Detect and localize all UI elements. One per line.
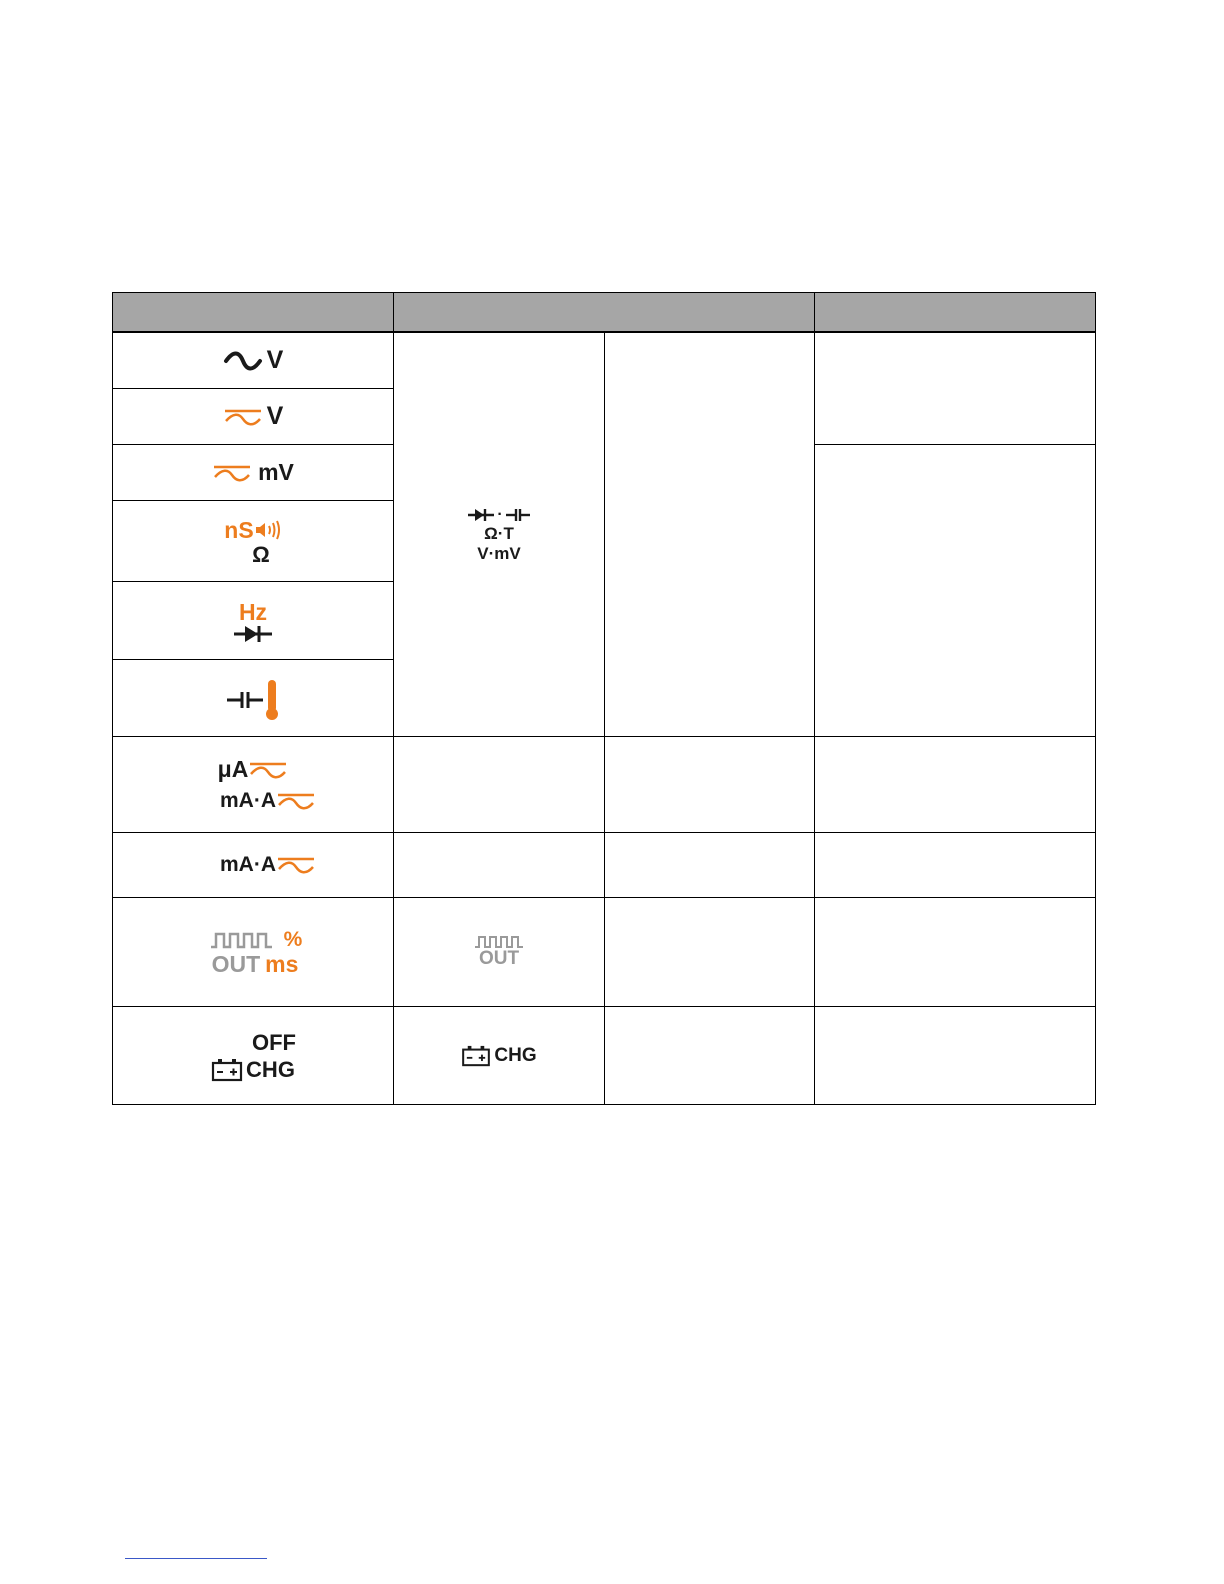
chg-label: CHG bbox=[494, 1044, 537, 1066]
table-row bbox=[112, 581, 394, 660]
continuity-beeper-icon bbox=[254, 519, 282, 541]
table-header-cell-1 bbox=[112, 292, 394, 332]
input-terminal-cell bbox=[393, 736, 605, 833]
chg-label: CHG bbox=[246, 1056, 295, 1082]
capacitor-icon bbox=[505, 508, 531, 522]
terminal-cell bbox=[604, 897, 815, 1007]
ac-dc-wave-icon bbox=[212, 463, 252, 483]
table-header-cell-2 bbox=[393, 292, 815, 332]
battery-icon bbox=[211, 1058, 243, 1082]
separator: · bbox=[497, 505, 503, 523]
terminal-cell bbox=[604, 832, 815, 898]
description-cell bbox=[814, 832, 1096, 898]
out-label: OUT bbox=[478, 948, 520, 969]
description-cell bbox=[814, 1006, 1096, 1105]
table-row bbox=[112, 444, 394, 501]
ac-dc-wave-icon bbox=[248, 760, 288, 780]
table-header-cell-3 bbox=[814, 292, 1096, 332]
terminal-table bbox=[112, 292, 1096, 1105]
input-terminal-cell bbox=[393, 332, 605, 737]
input-terminal-cell bbox=[393, 1006, 605, 1105]
function-label: Ω bbox=[252, 541, 270, 567]
ms-label: ms bbox=[265, 951, 299, 977]
description-cell bbox=[814, 736, 1096, 833]
ac-wave-icon bbox=[223, 351, 263, 371]
capacitor-icon bbox=[226, 691, 264, 709]
function-label: nS bbox=[224, 516, 254, 543]
function-label: V bbox=[266, 346, 284, 374]
function-label: mA·A bbox=[220, 853, 276, 876]
table-row bbox=[112, 832, 394, 898]
function-label: mA·A bbox=[220, 789, 276, 812]
terminal-cell bbox=[604, 736, 815, 833]
square-wave-icon bbox=[474, 935, 524, 949]
volt-millivolt-label: V·mV bbox=[477, 543, 521, 563]
ac-dc-wave-icon bbox=[276, 855, 316, 875]
function-label: μA bbox=[217, 756, 249, 782]
diode-icon bbox=[233, 625, 273, 643]
diode-icon bbox=[467, 508, 495, 522]
terminal-cell bbox=[604, 1006, 815, 1105]
description-cell bbox=[814, 897, 1096, 1007]
table-row bbox=[112, 1006, 394, 1105]
input-terminal-cell bbox=[393, 897, 605, 1007]
table-row bbox=[112, 332, 394, 389]
ac-dc-wave-icon bbox=[223, 407, 263, 427]
percent-label: % bbox=[283, 928, 303, 951]
square-wave-icon bbox=[210, 931, 274, 949]
function-label: mV bbox=[258, 459, 294, 485]
description-cell bbox=[814, 332, 1096, 445]
description-cell bbox=[814, 444, 1096, 737]
out-label: OUT bbox=[211, 951, 261, 977]
table-row bbox=[112, 897, 394, 1007]
table-row bbox=[112, 659, 394, 737]
table-row bbox=[112, 736, 394, 833]
table-row bbox=[112, 500, 394, 582]
function-label: V bbox=[266, 402, 284, 430]
battery-icon bbox=[461, 1045, 491, 1067]
function-label: Hz bbox=[238, 598, 268, 625]
ac-dc-wave-icon bbox=[276, 791, 316, 811]
thermometer-icon bbox=[264, 679, 280, 721]
off-label: OFF bbox=[252, 1029, 296, 1055]
table-row bbox=[112, 388, 394, 445]
terminal-cell bbox=[604, 332, 815, 737]
ohm-temp-label: Ω·T bbox=[484, 523, 514, 543]
footer-link-underline bbox=[125, 1558, 267, 1559]
input-terminal-cell bbox=[393, 832, 605, 898]
